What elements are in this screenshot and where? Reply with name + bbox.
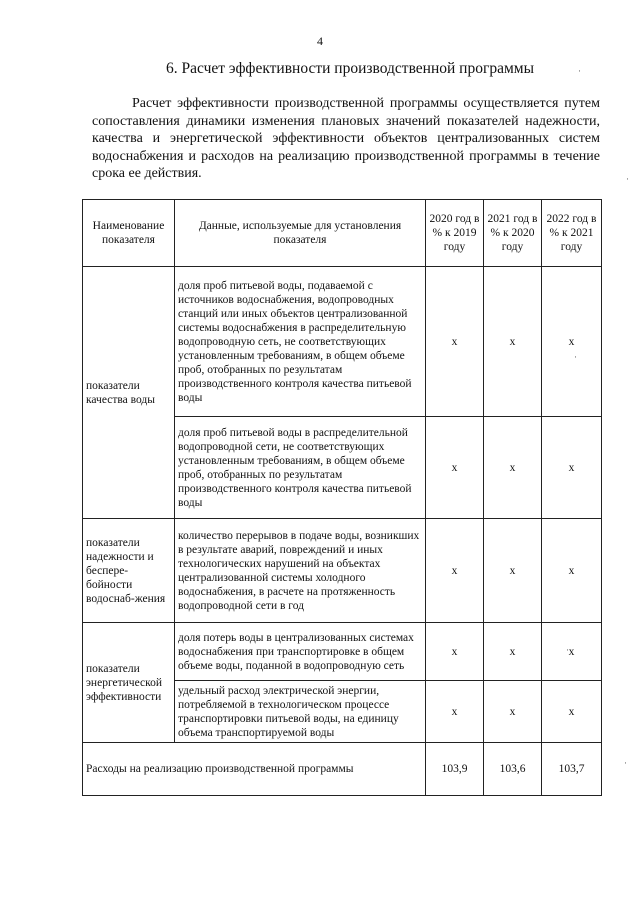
cell-2021: х — [484, 681, 542, 743]
cell-2021: х — [484, 519, 542, 623]
header-2021: 2021 год в % к 2020 году — [484, 200, 542, 267]
cell-2021: х — [484, 623, 542, 681]
group-name-quality: показатели качества воды — [83, 267, 175, 519]
cell-2020: х — [426, 267, 484, 417]
header-indicator-name: Наименование показателя — [83, 200, 175, 267]
group-name-energy: показатели энергетической эффективности — [83, 623, 175, 743]
expenses-label: Расходы на реализацию производственной программы — [83, 743, 426, 796]
scan-speck: · — [566, 645, 569, 655]
row-data-text: доля проб питьевой воды в распределительной водопроводной сети, не соответствующих установленным требованиям, в общем объеме проб, отобранных по результатам производственного контроля качества питьевой воды — [175, 417, 426, 519]
expenses-2021: 103,6 — [484, 743, 542, 796]
expenses-2022: 103,7 — [542, 743, 602, 796]
header-data: Данные, используемые для установления показателя — [175, 200, 426, 267]
row-data-text: удельный расход электрической энергии, потребляемой в технологическом процессе транспортировки питьевой воды, на единицу объема транспортируемой воды — [175, 681, 426, 743]
production-program-table — [82, 199, 602, 796]
table-header-row — [83, 200, 602, 267]
cell-2022: х — [542, 417, 602, 519]
table-row — [83, 519, 602, 623]
cell-2022: х — [542, 623, 602, 681]
cell-2022: х — [542, 267, 602, 417]
header-2022: 2022 год в % к 2021 году — [542, 200, 602, 267]
table-row — [83, 623, 602, 681]
header-2020: 2020 год в % к 2019 году — [426, 200, 484, 267]
cell-2020: х — [426, 681, 484, 743]
section-title: 6. Расчет эффективности производственной программы — [166, 60, 534, 77]
row-data-text: количество перерывов в подаче воды, возникших в результате аварий, повреждений и иных технологических нарушений на объектах централизованной системы холодного водоснабжения, в расчете на протяженность водопроводной сети в год — [175, 519, 426, 623]
cell-2020: х — [426, 519, 484, 623]
scan-speck: · — [624, 758, 627, 768]
expenses-row — [83, 743, 602, 796]
row-data-text: доля потерь воды в централизованных системах водоснабжения при транспортировке в общем объеме воды, поданной в водопроводную сеть — [175, 623, 426, 681]
scan-speck: · — [578, 66, 581, 76]
row-data-text: доля проб питьевой воды, подаваемой с источников водоснабжения, водопроводных станций или иных объектов централизованной системы водоснабжения в распределительную водопроводную сеть, не соответствующих установленным требованиям, в общем объеме проб, отобранных по результатам производственного контроля качества питьевой воды — [175, 267, 426, 417]
group-name-reliability: показатели надежности и беспере-бойности водоснаб-жения — [83, 519, 175, 623]
intro-paragraph: Расчет эффективности производственной программы осуществляется путем сопоставления динамики изменения плановых значений показателей надежности, качества и энергетической эффективности объектов централизованных систем водоснабжения и расходов на реализацию производственной программы в течение срока ее действия. — [92, 96, 600, 181]
expenses-2020: 103,9 — [426, 743, 484, 796]
cell-2020: х — [426, 417, 484, 519]
page-number: 4 — [317, 34, 323, 48]
table-row — [83, 267, 602, 417]
scan-speck: · — [574, 352, 577, 362]
cell-2022: х — [542, 681, 602, 743]
scan-speck: · — [626, 174, 629, 184]
cell-2021: х — [484, 417, 542, 519]
cell-2020: х — [426, 623, 484, 681]
cell-2021: х — [484, 267, 542, 417]
cell-2022: х — [542, 519, 602, 623]
